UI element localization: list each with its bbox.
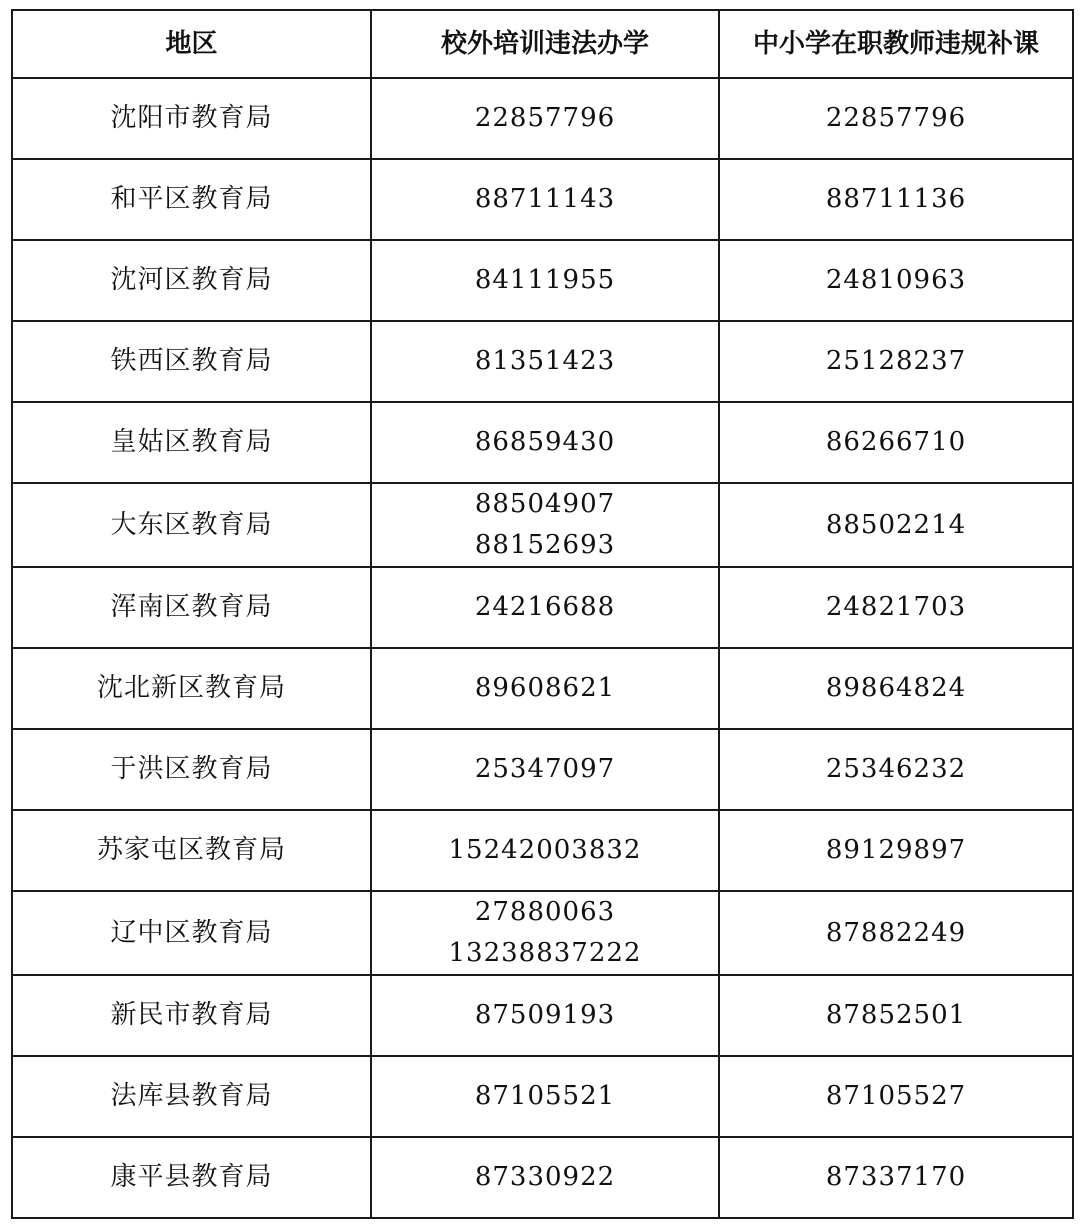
region-cell: 新民市教育局 bbox=[12, 975, 371, 1056]
table-row bbox=[12, 1056, 1073, 1137]
table-header bbox=[12, 10, 1073, 78]
region-cell: 法库县教育局 bbox=[12, 1056, 371, 1137]
table-row bbox=[12, 240, 1073, 321]
table-row bbox=[12, 810, 1073, 891]
phone-number: 22857796 bbox=[825, 103, 967, 133]
training-phone-cell bbox=[371, 483, 719, 567]
table-row bbox=[12, 321, 1073, 402]
phone-number: 87337170 bbox=[825, 1162, 967, 1192]
phone-number: 27880063 bbox=[474, 897, 616, 927]
phone-number: 87509193 bbox=[474, 1000, 616, 1030]
phone-number: 86266710 bbox=[825, 427, 967, 457]
tutoring-phone-cell bbox=[719, 729, 1073, 810]
region-cell: 沈北新区教育局 bbox=[12, 648, 371, 729]
region-cell: 沈阳市教育局 bbox=[12, 78, 371, 159]
training-phone-cell bbox=[371, 975, 719, 1056]
phone-number: 88711136 bbox=[825, 184, 967, 214]
training-phone-cell bbox=[371, 729, 719, 810]
header-tutoring: 中小学在职教师违规补课 bbox=[719, 10, 1073, 78]
phone-number: 87330922 bbox=[474, 1162, 616, 1192]
training-phone-cell bbox=[371, 402, 719, 483]
phone-number: 24821703 bbox=[825, 592, 967, 622]
tutoring-phone-cell bbox=[719, 159, 1073, 240]
phone-number: 22857796 bbox=[474, 103, 616, 133]
table-row bbox=[12, 648, 1073, 729]
phone-number: 87852501 bbox=[825, 1000, 967, 1030]
tutoring-phone-cell bbox=[719, 78, 1073, 159]
phone-number: 13238837222 bbox=[448, 938, 642, 968]
table-row bbox=[12, 975, 1073, 1056]
phone-number: 84111955 bbox=[474, 265, 616, 295]
region-cell: 沈河区教育局 bbox=[12, 240, 371, 321]
phone-number: 25128237 bbox=[825, 346, 967, 376]
training-phone-cell bbox=[371, 567, 719, 648]
training-phone-cell bbox=[371, 1137, 719, 1218]
header-row bbox=[12, 10, 1073, 78]
phone-number: 87882249 bbox=[825, 917, 967, 948]
region-cell: 苏家屯区教育局 bbox=[12, 810, 371, 891]
phone-number: 24810963 bbox=[825, 265, 967, 295]
tutoring-phone-cell bbox=[719, 975, 1073, 1056]
table-row bbox=[12, 483, 1073, 567]
phone-number: 88152693 bbox=[474, 530, 616, 560]
phone-number: 88711143 bbox=[474, 184, 616, 214]
region-cell: 皇姑区教育局 bbox=[12, 402, 371, 483]
phone-number: 24216688 bbox=[474, 592, 616, 622]
phone-number: 88504907 bbox=[474, 489, 616, 519]
training-phone-cell bbox=[371, 321, 719, 402]
tutoring-phone-cell bbox=[719, 402, 1073, 483]
tutoring-phone-cell bbox=[719, 321, 1073, 402]
table-row bbox=[12, 1137, 1073, 1218]
training-phone-cell bbox=[371, 648, 719, 729]
phone-number: 15242003832 bbox=[448, 835, 642, 865]
training-phone-cell bbox=[371, 78, 719, 159]
header-training: 校外培训违法办学 bbox=[371, 10, 719, 78]
table-row bbox=[12, 78, 1073, 159]
phone-number: 86859430 bbox=[474, 427, 616, 457]
table-row bbox=[12, 159, 1073, 240]
table-body bbox=[12, 78, 1073, 1218]
region-cell: 大东区教育局 bbox=[12, 483, 371, 567]
phone-number: 89608621 bbox=[474, 673, 616, 703]
region-cell: 于洪区教育局 bbox=[12, 729, 371, 810]
training-phone-cell bbox=[371, 240, 719, 321]
table-row bbox=[12, 567, 1073, 648]
phone-number: 87105527 bbox=[825, 1081, 967, 1111]
tutoring-phone-cell bbox=[719, 1056, 1073, 1137]
phone-number: 89864824 bbox=[825, 673, 967, 703]
training-phone-cell bbox=[371, 159, 719, 240]
region-cell: 辽中区教育局 bbox=[12, 891, 371, 975]
phone-number: 88502214 bbox=[825, 509, 967, 540]
phone-number: 87105521 bbox=[474, 1081, 616, 1111]
phone-number: 25346232 bbox=[825, 754, 967, 784]
training-phone-cell bbox=[371, 1056, 719, 1137]
table-row bbox=[12, 729, 1073, 810]
region-cell: 铁西区教育局 bbox=[12, 321, 371, 402]
tutoring-phone-cell bbox=[719, 810, 1073, 891]
header-region: 地区 bbox=[12, 10, 371, 78]
phone-number: 25347097 bbox=[474, 754, 616, 784]
tutoring-phone-cell bbox=[719, 483, 1073, 567]
phone-number: 89129897 bbox=[825, 835, 967, 865]
tutoring-phone-cell bbox=[719, 240, 1073, 321]
tutoring-phone-cell bbox=[719, 648, 1073, 729]
hotline-table bbox=[11, 9, 1074, 1219]
phone-number: 81351423 bbox=[474, 346, 616, 376]
region-cell: 浑南区教育局 bbox=[12, 567, 371, 648]
tutoring-phone-cell bbox=[719, 891, 1073, 975]
region-cell: 康平县教育局 bbox=[12, 1137, 371, 1218]
tutoring-phone-cell bbox=[719, 1137, 1073, 1218]
tutoring-phone-cell bbox=[719, 567, 1073, 648]
table-row bbox=[12, 402, 1073, 483]
training-phone-cell bbox=[371, 891, 719, 975]
table-row bbox=[12, 891, 1073, 975]
region-cell: 和平区教育局 bbox=[12, 159, 371, 240]
training-phone-cell bbox=[371, 810, 719, 891]
